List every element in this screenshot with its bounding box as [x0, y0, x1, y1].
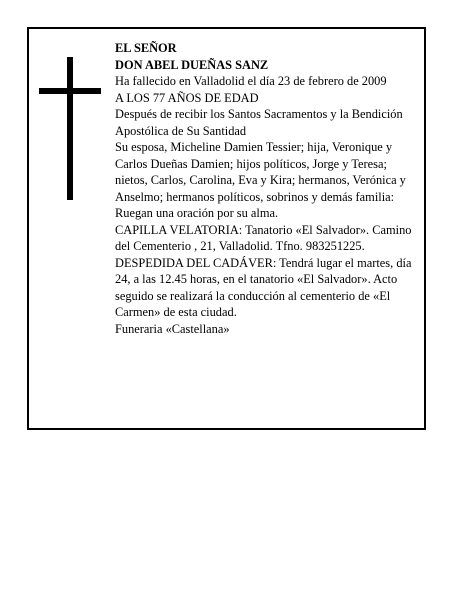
sacraments-statement: Después de recibir los Santos Sacramentos y la Bendición Apostólica de Su Santidad	[115, 107, 403, 138]
funeral-home: Funeraria «Castellana»	[115, 321, 230, 336]
passing-statement: Ha fallecido en Valladolid el día 23 de febrero de 2009	[115, 74, 387, 88]
farewell-info: DESPEDIDA DEL CADÁVER: Tendrá lugar el martes, día 24, a las 12.45 horas, en el tanatorio «El Salvador». Acto seguido se realizará la conducción al cementerio de «El Carmen» de esta ciudad.	[115, 255, 412, 319]
cross-vertical-bar	[67, 57, 73, 200]
prayer-request: Ruegan una oración por su alma.	[115, 206, 279, 220]
age-statement: A LOS 77 AÑOS DE EDAD	[115, 90, 259, 105]
deceased-name: DON ABEL DUEÑAS SANZ	[115, 57, 269, 72]
cross-horizontal-bar	[39, 88, 101, 94]
obituary-text	[115, 40, 421, 337]
obituary-title: EL SEÑOR	[115, 41, 177, 55]
obituary-notice	[27, 27, 426, 430]
family-list: Su esposa, Micheline Damien Tessier; hija, Veronique y Carlos Dueñas Damien; hijos políticos, Jorge y Teresa; nietos, Carlos, Carolina, Eva y Kira; hermanos, Verónica y Anselmo; hermanos políticos, sobrinos y demás familia:	[115, 140, 406, 204]
cross-icon	[39, 57, 101, 200]
chapel-info: CAPILLA VELATORIA: Tanatorio «El Salvador». Camino del Cementerio , 21, Valladolid. Tfno. 983251225.	[115, 222, 412, 253]
